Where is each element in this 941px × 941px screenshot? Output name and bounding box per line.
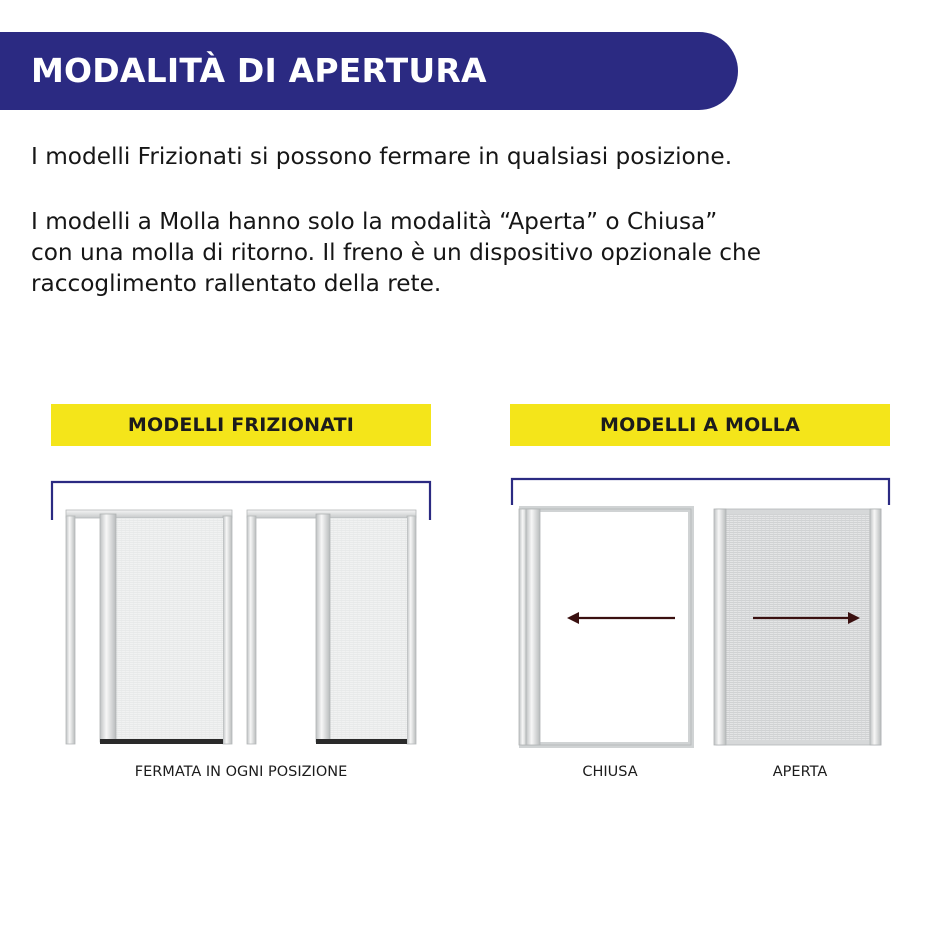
spring-models-label: MODELLI A MOLLA [510,404,890,446]
spring-bracket [512,479,889,505]
intro-line-1: I modelli Frizionati si possono fermare in qualsiasi posizione. [31,143,733,170]
intro-line-2: I modelli a Molla hanno solo la modalità “Aperta” o Chiusa” [31,208,718,235]
friction-screen-left [66,510,232,744]
friction-models-label: MODELLI FRIZIONATI [51,404,431,446]
intro-line-4: raccoglimento rallentato della rete. [31,270,442,297]
friction-screen-right [247,510,416,744]
spring-screen-closed [519,509,691,745]
spring-closed-caption: CHIUSA [582,764,638,780]
spring-screen-open [714,509,881,745]
page-title: MODALITÀ DI APERTURA [31,51,487,90]
friction-caption: FERMATA IN OGNI POSIZIONE [134,764,348,780]
intro-line-3: con una molla di ritorno. Il freno è un dispositivo opzionale che [31,239,761,266]
spring-open-caption: APERTA [772,764,828,780]
